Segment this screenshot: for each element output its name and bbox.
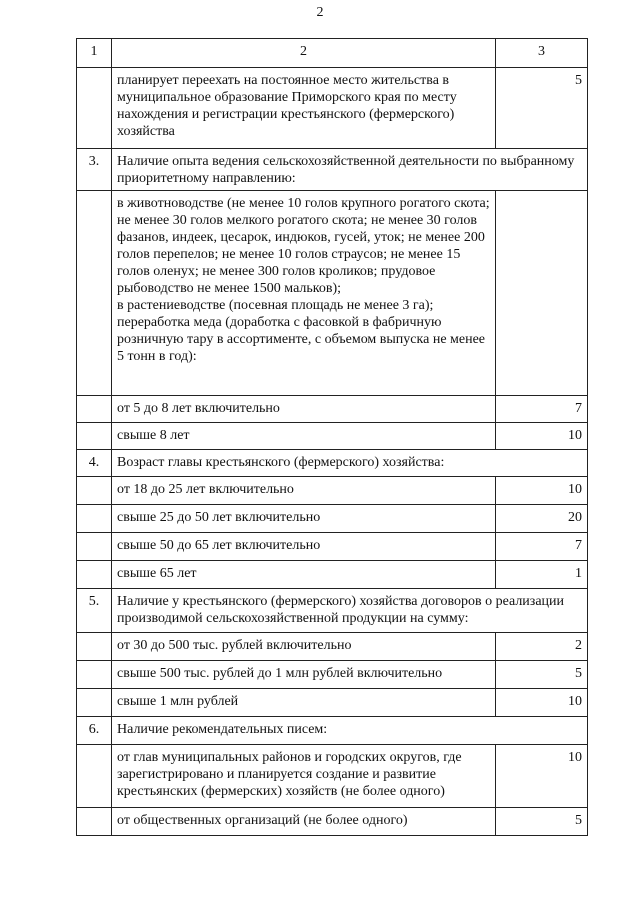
table-row bbox=[77, 633, 588, 661]
row-text: от 18 до 25 лет включительно bbox=[112, 477, 496, 505]
row-number bbox=[77, 808, 112, 836]
row-points: 1 bbox=[496, 561, 588, 589]
row-points: 20 bbox=[496, 505, 588, 533]
row-text-crops: в растениеводстве (посевная площадь не менее 3 га); bbox=[117, 298, 434, 313]
row-points: 10 bbox=[496, 689, 588, 717]
row-number bbox=[77, 396, 112, 423]
row-text: свыше 65 лет bbox=[112, 561, 496, 589]
row-text: от 30 до 500 тыс. рублей включительно bbox=[112, 633, 496, 661]
row-number bbox=[77, 745, 112, 808]
section-row bbox=[77, 149, 588, 191]
row-points bbox=[496, 191, 588, 396]
row-text-livestock: в животноводстве (не менее 10 голов крупного рогатого скота; не менее 30 голов мелкого рогатого скота; не менее 30 голов фазанов, индеек, цесарок, индюков, гусей, уток; не менее 200 голов перепелов; не менее 10 голов страусов; не менее 15 голов оленух; не менее 300 голов кроликов; прудовое рыбоводство не менее 1500 мальков); bbox=[117, 196, 490, 296]
row-points: 2 bbox=[496, 633, 588, 661]
section-title: Возраст главы крестьянского (фермерского) хозяйства: bbox=[112, 450, 588, 477]
row-points: 7 bbox=[496, 533, 588, 561]
table-row bbox=[77, 533, 588, 561]
section-row bbox=[77, 450, 588, 477]
table-row bbox=[77, 505, 588, 533]
row-number bbox=[77, 68, 112, 149]
row-text: от 5 до 8 лет включительно bbox=[112, 396, 496, 423]
row-number bbox=[77, 191, 112, 396]
table-row bbox=[77, 68, 588, 149]
row-text: от общественных организаций (не более одного) bbox=[112, 808, 496, 836]
section-number: 5. bbox=[77, 589, 112, 633]
row-number bbox=[77, 533, 112, 561]
row-number bbox=[77, 423, 112, 450]
table-header-row bbox=[77, 39, 588, 68]
row-points: 5 bbox=[496, 68, 588, 149]
row-number bbox=[77, 505, 112, 533]
row-points: 7 bbox=[496, 396, 588, 423]
row-text: свыше 50 до 65 лет включительно bbox=[112, 533, 496, 561]
row-points: 10 bbox=[496, 423, 588, 450]
table-row bbox=[77, 396, 588, 423]
header-col-3: 3 bbox=[496, 39, 588, 68]
table-row bbox=[77, 477, 588, 505]
section-title: Наличие опыта ведения сельскохозяйственной деятельности по выбранному приоритетному направлению: bbox=[112, 149, 588, 191]
row-number bbox=[77, 661, 112, 689]
row-points: 5 bbox=[496, 661, 588, 689]
row-text-honey: переработка меда (доработка с фасовкой в фабричную розничную тару в ассортименте, с объемом выпуска не менее 5 тонн в год): bbox=[117, 315, 486, 364]
table-row bbox=[77, 745, 588, 808]
table-row bbox=[77, 689, 588, 717]
table-row bbox=[77, 561, 588, 589]
page-number: 2 bbox=[316, 5, 324, 20]
row-number bbox=[77, 633, 112, 661]
row-number bbox=[77, 689, 112, 717]
section-row bbox=[77, 589, 588, 633]
section-number: 6. bbox=[77, 717, 112, 745]
section-number: 4. bbox=[77, 450, 112, 477]
row-text: от глав муниципальных районов и городских округов, где зарегистрировано и планируется создание и развитие крестьянских (фермерских) хозяйств (не более одного) bbox=[112, 745, 496, 808]
row-text: свыше 1 млн рублей bbox=[112, 689, 496, 717]
header-col-1: 1 bbox=[77, 39, 112, 68]
criteria-table bbox=[76, 38, 588, 836]
section-row bbox=[77, 717, 588, 745]
row-number bbox=[77, 477, 112, 505]
row-text bbox=[112, 191, 496, 396]
table-row bbox=[77, 661, 588, 689]
table-row bbox=[77, 191, 588, 396]
row-text: планирует переехать на постоянное место жительства в муниципальное образование Приморского края по месту нахождения и регистрации крестьянского (фермерского) хозяйства bbox=[112, 68, 496, 149]
row-points: 10 bbox=[496, 477, 588, 505]
section-number: 3. bbox=[77, 149, 112, 191]
row-text: свыше 8 лет bbox=[112, 423, 496, 450]
row-text: свыше 500 тыс. рублей до 1 млн рублей включительно bbox=[112, 661, 496, 689]
row-points: 10 bbox=[496, 745, 588, 808]
header-col-2: 2 bbox=[112, 39, 496, 68]
table-row bbox=[77, 808, 588, 836]
row-text: свыше 25 до 50 лет включительно bbox=[112, 505, 496, 533]
row-number bbox=[77, 561, 112, 589]
section-title: Наличие у крестьянского (фермерского) хозяйства договоров о реализации производимой сельскохозяйственной продукции на сумму: bbox=[112, 589, 588, 633]
section-title: Наличие рекомендательных писем: bbox=[112, 717, 588, 745]
row-points: 5 bbox=[496, 808, 588, 836]
table-row bbox=[77, 423, 588, 450]
